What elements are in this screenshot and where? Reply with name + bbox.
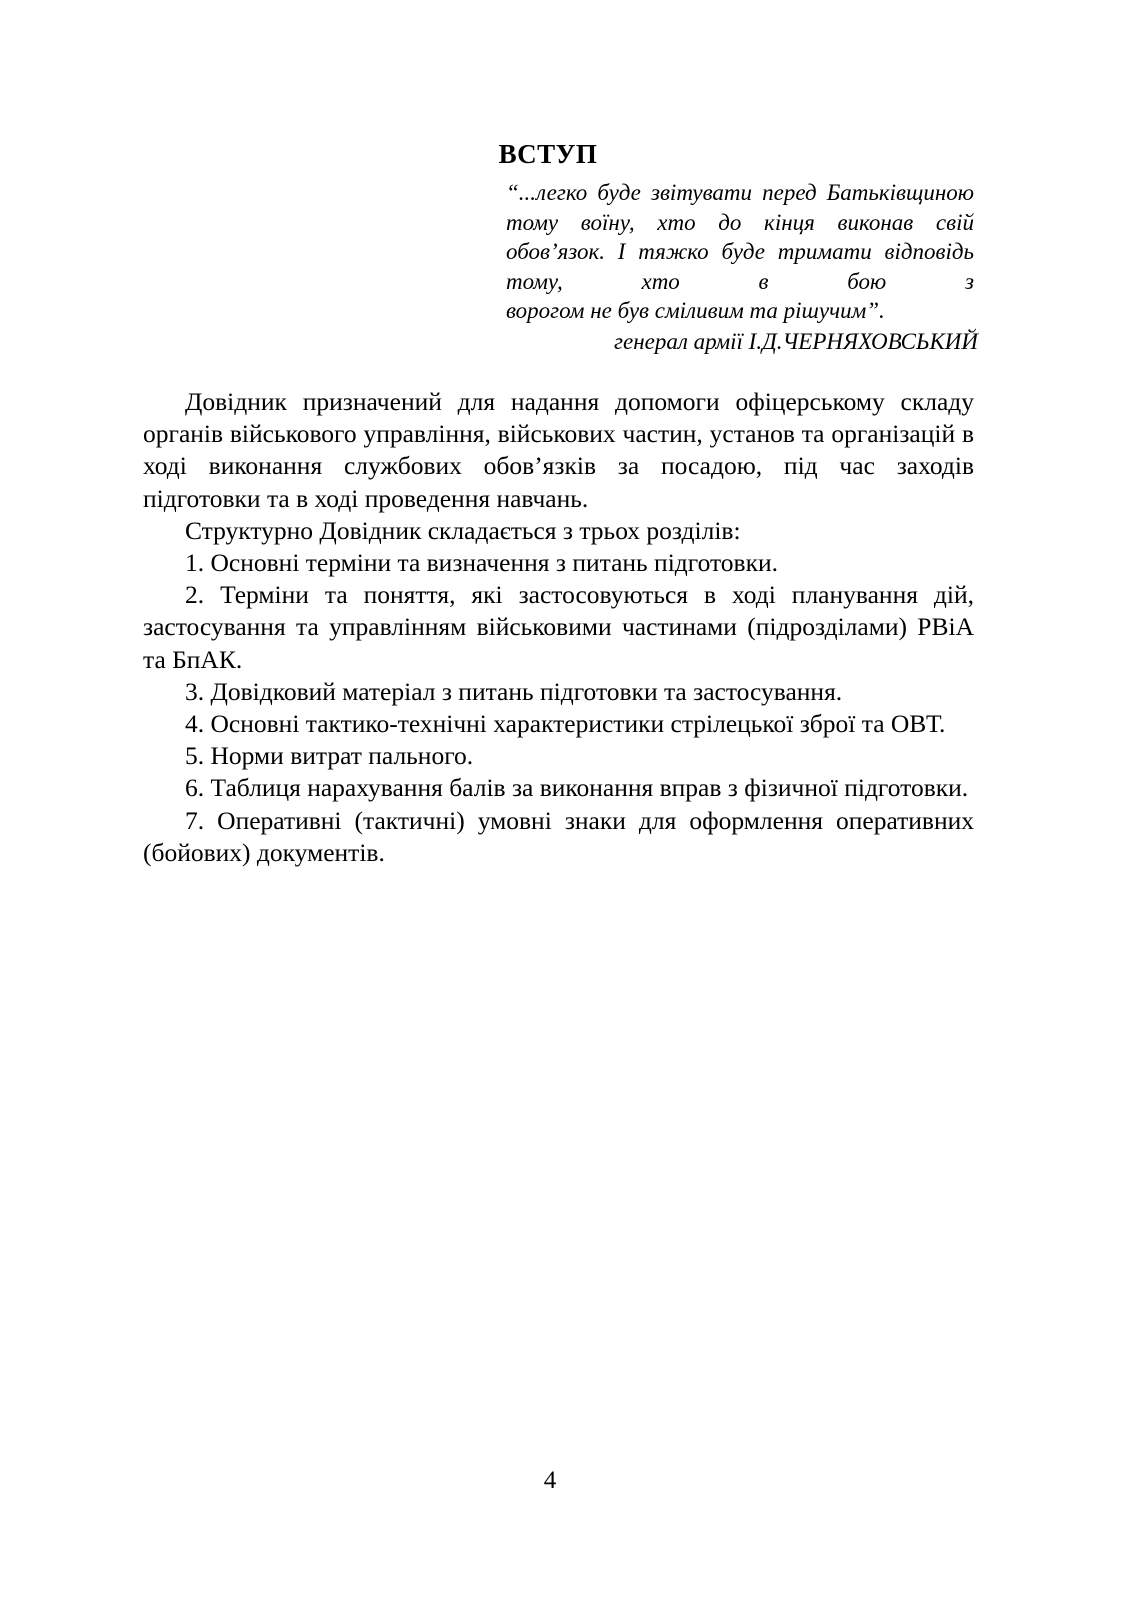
list-item-2: 2. Терміни та поняття, які застосовуються в ході планування дій, застосування та управлінням військовими частинами (підрозділами) РВіА та БпАК. <box>143 580 974 674</box>
epigraph-block <box>506 178 978 357</box>
paragraph-structure: Структурно Довідник складається з трьох розділів: <box>185 515 741 545</box>
list-item-7: 7. Оперативні (тактичні) умовні знаки для оформлення оперативних (бойових) документів. <box>143 805 974 867</box>
list-item-5: 5. Норми витрат пального. <box>185 741 474 771</box>
list-item-1: 1. Основні терміни та визначення з питань підготовки. <box>185 548 778 578</box>
epigraph-author: генерал армії І.Д.ЧЕРНЯХОВСЬКИЙ <box>614 328 978 354</box>
epigraph-quote-main: “...легко буде звітувати перед Батьківщиною тому воїну, хто до кінця виконав свій обов’язок. І тяжко буде тримати відповідь тому, хто в бою з <box>506 180 974 294</box>
page-title: ВСТУП <box>498 139 598 170</box>
page-number: 4 <box>543 1467 557 1494</box>
paragraph-intro: Довідник призначений для надання допомоги офіцерському складу органів військового управління, військових частин, установ та організацій в ході виконання службових обов’язків за посадою, під час заходів підготовки та в ході проведення навчань. <box>143 387 974 513</box>
epigraph-quote <box>506 178 974 326</box>
body-content <box>143 386 974 869</box>
list-item-3: 3. Довідковий матеріал з питань підготовки та застосування. <box>185 676 843 706</box>
list-item-4: 4. Основні тактико-технічні характеристики стрілецької зброї та ОВТ. <box>185 709 946 739</box>
epigraph-quote-last-line: ворогом не був сміливим та рішучим”. <box>506 298 885 324</box>
list-item-6: 6. Таблиця нарахування балів за виконання вправ з фізичної підготовки. <box>185 773 969 803</box>
